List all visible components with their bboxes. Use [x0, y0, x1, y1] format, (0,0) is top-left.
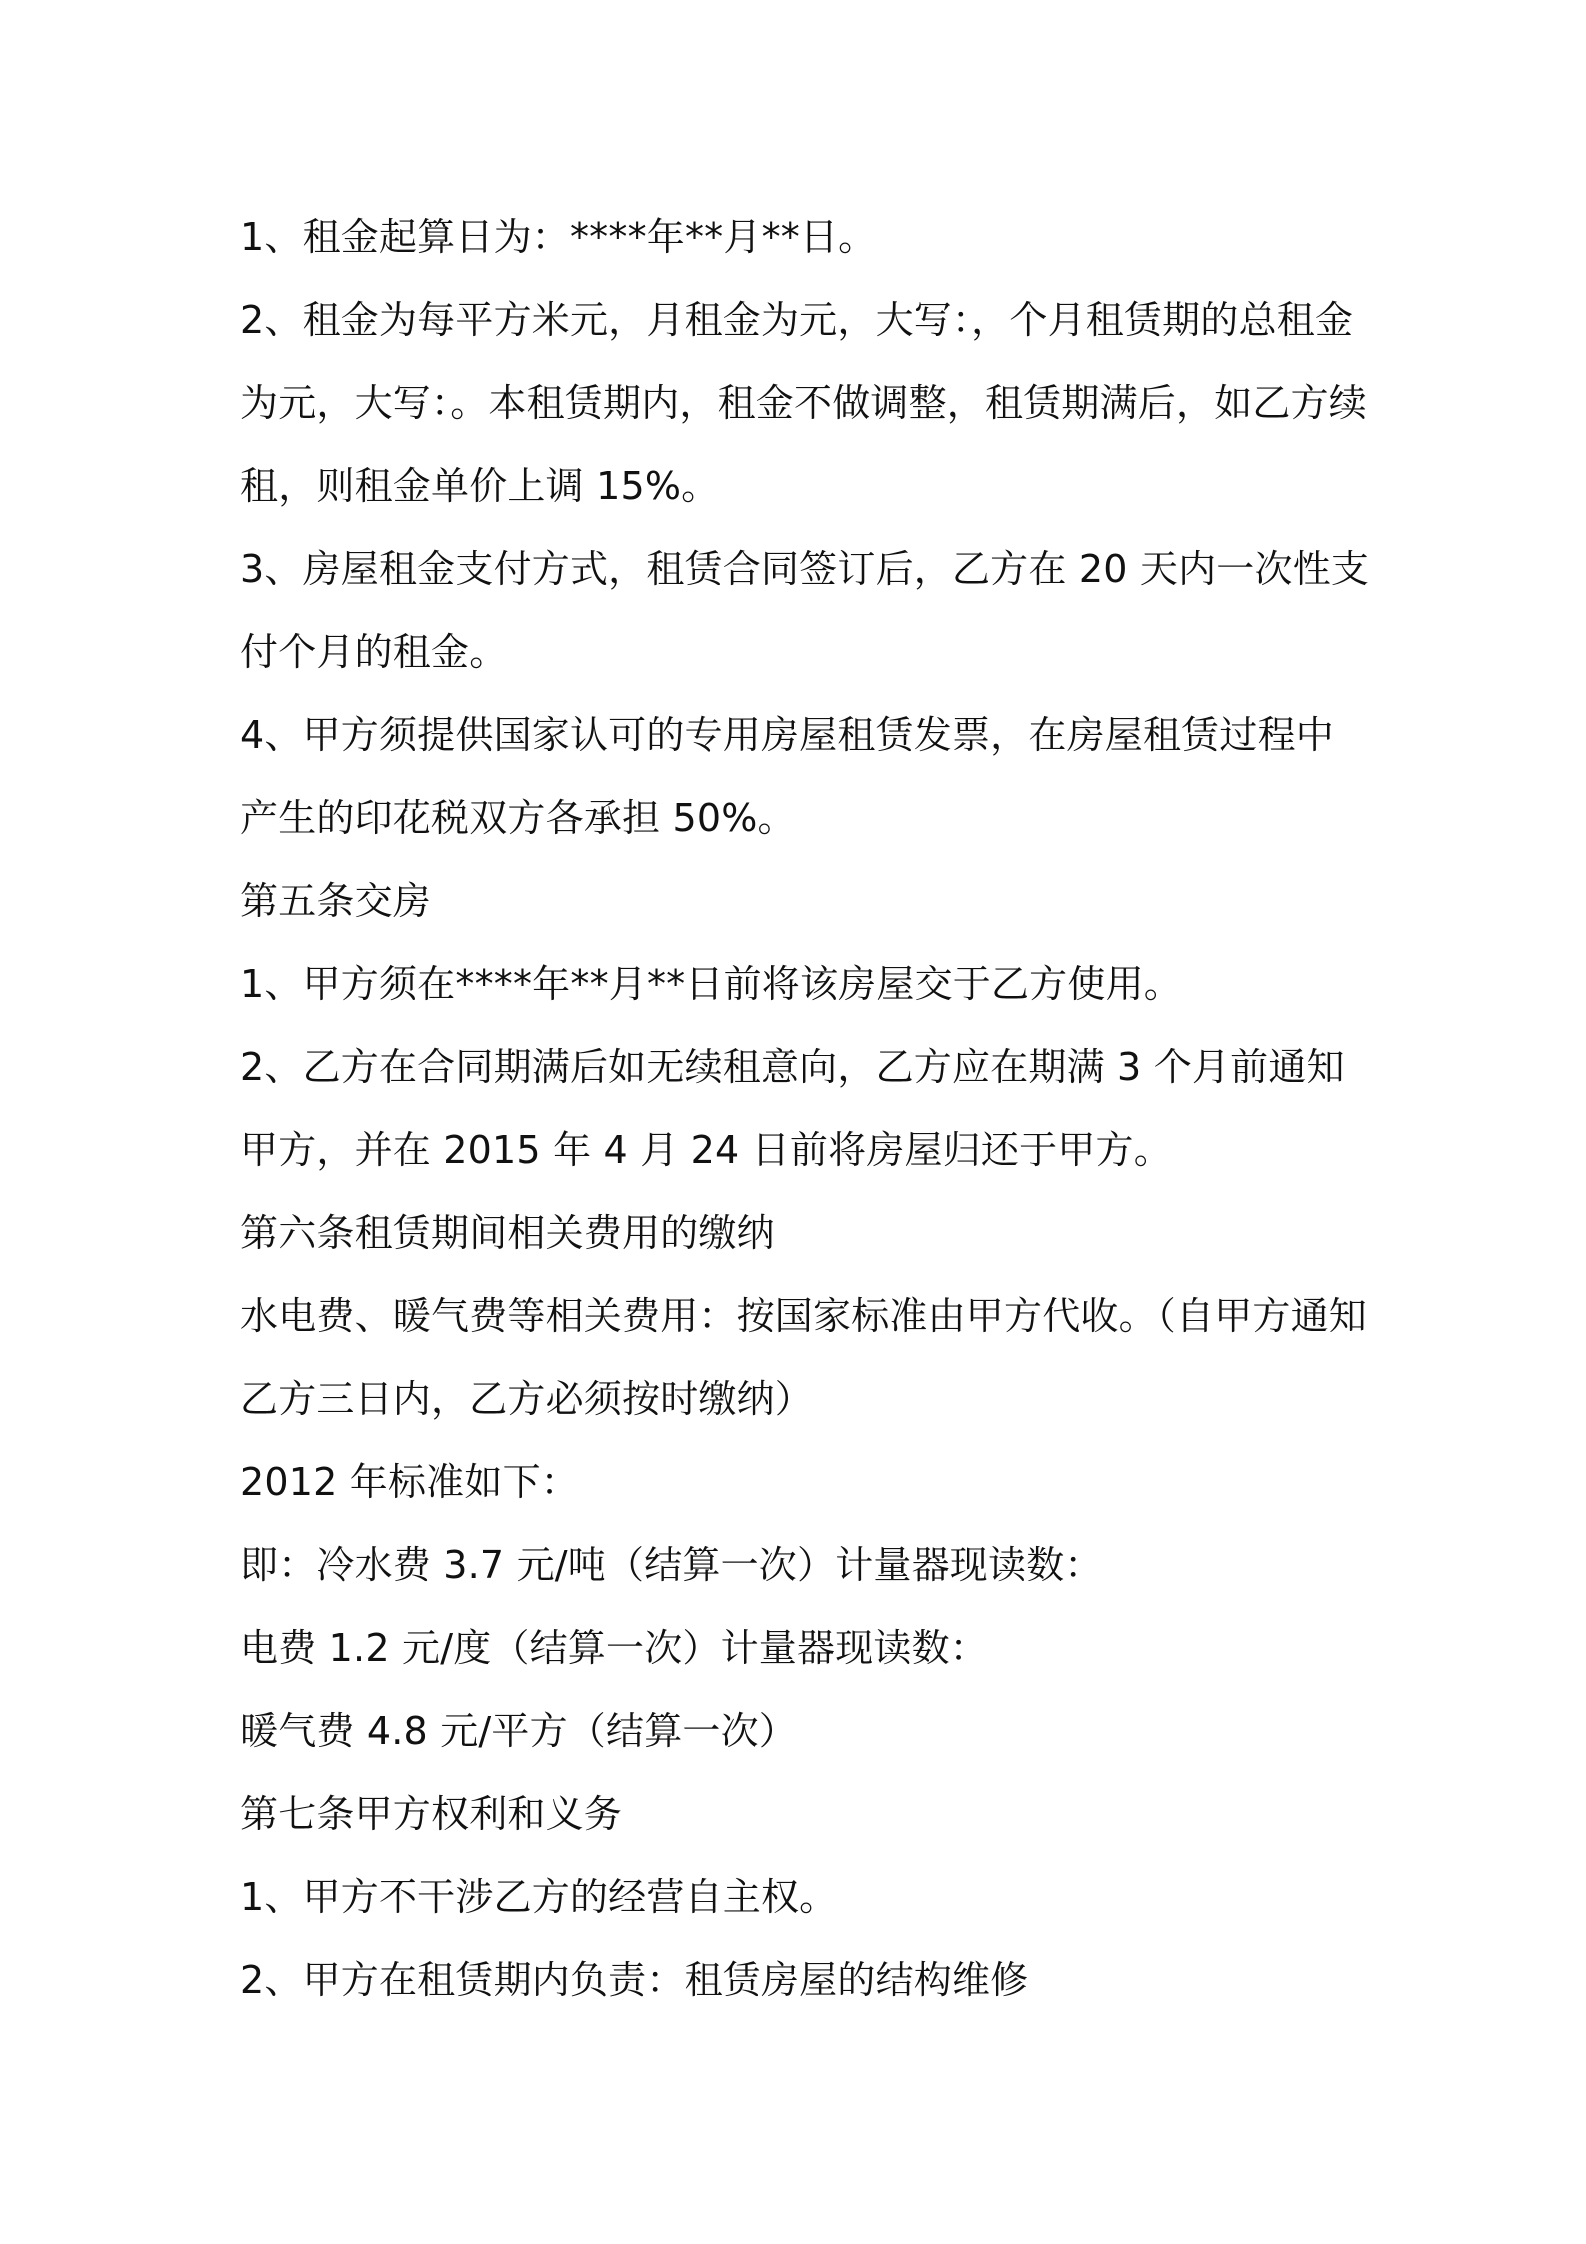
article-five-heading: 第五条交房 [240, 879, 432, 923]
clause-rent-amount: 2、租金为每平方米元，月租金为元，大写：，个月租赁期的总租金为元，大写：。本租赁期内，租金不做调整，租赁期满后，如乙方续租，则租金单价上调 15%。 [240, 298, 1368, 508]
clause-return-house: 2、乙方在合同期满后如无续租意向，乙方应在期满 3 个月前通知甲方，并在 2015 年 4 月 24 日前将房屋归还于甲方。 [240, 1045, 1345, 1172]
clause-utility-fees: 水电费、暖气费等相关费用：按国家标准由甲方代收。（自甲方通知乙方三日内，乙方必须按时缴纳） [240, 1294, 1368, 1421]
clause-structural-repair: 2、甲方在租赁期内负责：租赁房屋的结构维修 [240, 1958, 1029, 2002]
fee-water: 即：冷水费 3.7 元/吨（结算一次）计量器现读数： [240, 1543, 1103, 1587]
clause-invoice-stamp-tax: 4、甲方须提供国家认可的专用房屋租赁发票，在房屋租赁过程中产生的印花税双方各承担 50%。 [240, 713, 1334, 840]
clause-rent-payment-method: 3、房屋租金支付方式，租赁合同签订后，乙方在 20 天内一次性支付个月的租金。 [240, 547, 1370, 674]
fee-heating: 暖气费 4.8 元/平方（结算一次） [240, 1709, 797, 1753]
clause-handover-date: 1、甲方须在****年**月**日前将该房屋交于乙方使用。 [240, 962, 1182, 1006]
fee-standard-heading: 2012 年标准如下： [240, 1460, 579, 1504]
article-six-heading: 第六条租赁期间相关费用的缴纳 [240, 1211, 775, 1255]
clause-rent-start-date: 1、租金起算日为：****年**月**日。 [240, 215, 877, 259]
document-body [240, 196, 1370, 2022]
article-seven-heading: 第七条甲方权利和义务 [240, 1792, 623, 1836]
fee-electricity: 电费 1.2 元/度（结算一次）计量器现读数： [240, 1626, 988, 1670]
clause-no-interference: 1、甲方不干涉乙方的经营自主权。 [240, 1875, 838, 1919]
